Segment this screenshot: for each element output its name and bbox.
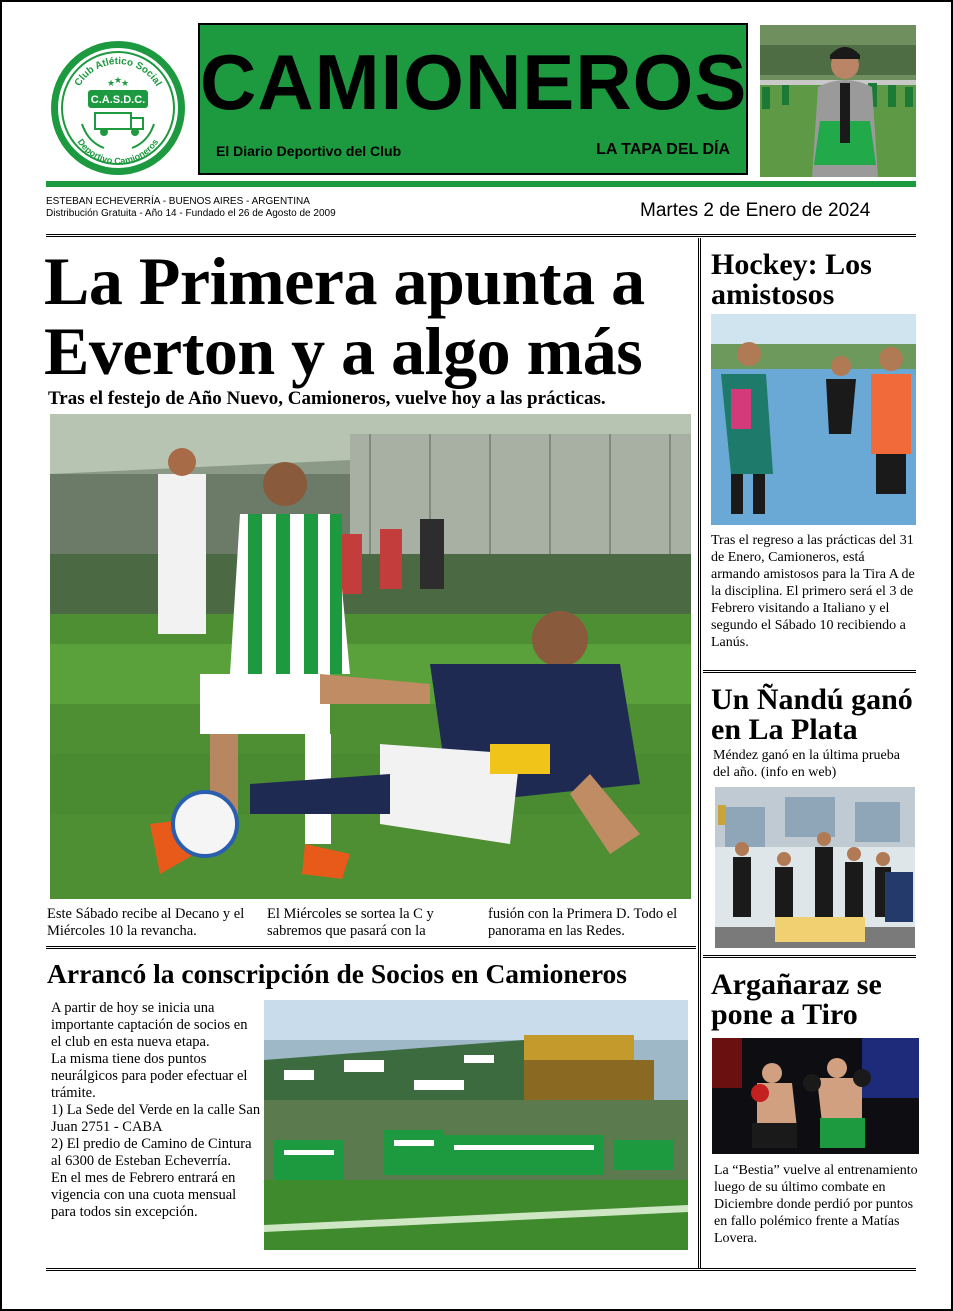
hockey-body: Tras el regreso a las prácticas del 31 de Enero, Camioneros, está armando amistosos para la Tira A de la disciplina. El primero será el 3 de Febrero visitando a Italiano y el segundo el Sábado 10 recibiendo a Lanús. xyxy=(711,533,915,650)
publication-details: Distribución Gratuita - Año 14 - Fundado el 26 de Agosto de 2009 xyxy=(46,208,336,219)
masthead-divider xyxy=(46,181,916,187)
masthead-subtitle: El Diario Deportivo del Club xyxy=(216,143,402,159)
hockey-headline xyxy=(711,250,916,310)
side-rule-2 xyxy=(703,955,916,958)
crest-ring-top: Club Atlético Social xyxy=(72,55,164,89)
boxing-headline-line2: pone a Tiro xyxy=(711,998,858,1031)
nandu-headline xyxy=(711,685,926,745)
issue-date: Martes 2 de Enero de 2024 xyxy=(640,200,871,221)
hockey-photo xyxy=(711,314,916,525)
stadium-photo xyxy=(264,1000,688,1250)
main-headline-line1: La Primera apunta a xyxy=(44,243,645,319)
svg-text:★: ★ xyxy=(114,75,123,85)
masthead xyxy=(198,23,748,175)
main-bottom-rule xyxy=(46,946,696,949)
boxing-headline-line1: Argañaraz se xyxy=(711,968,882,1001)
caption-col-1: Este Sábado recibe al Decano y el Miércoles 10 la revancha. xyxy=(47,906,245,939)
top-rule xyxy=(46,234,916,237)
boxing-headline xyxy=(711,970,916,1030)
socios-paragraph: La misma tiene dos puntos neurálgicos para poder efectuar el trámite. xyxy=(51,1051,248,1101)
socios-paragraph: A partir de hoy se inicia una importante captación de socios en el club en esta nueva etapa. xyxy=(51,1000,248,1050)
bottom-rule xyxy=(46,1268,916,1271)
club-crest-icon xyxy=(48,38,188,178)
main-deck: Tras el festejo de Año Nuevo, Camioneros, vuelve hoy a las prácticas. xyxy=(48,388,606,409)
main-headline-line2: Everton y a algo más xyxy=(44,313,643,389)
socios-paragraph: 2) El predio de Camino de Cintura al 6300 de Esteban Echeverría. xyxy=(51,1136,252,1169)
side-rule-1 xyxy=(703,670,916,673)
svg-text:★: ★ xyxy=(107,78,116,88)
socios-paragraph: 1) La Sede del Verde en la calle San Juan 2751 - CABA xyxy=(51,1102,261,1135)
boxing-body: La “Bestia” vuelve al entrenamiento luego de su último combate en Diciembre donde perdió por puntos en fallo polémico frente a Matías Lovera. xyxy=(714,1163,918,1246)
crest-initials: C.A.S.D.C. xyxy=(90,94,146,106)
column-divider xyxy=(698,238,701,1268)
nandu-headline-line1: Un Ñandú ganó xyxy=(711,683,913,716)
masthead-tagline: LA TAPA DEL DÍA xyxy=(596,141,730,158)
socios-body xyxy=(51,1000,261,1221)
crest-ring-bottom: Deportivo Camioneros xyxy=(75,136,161,167)
podium-photo xyxy=(715,787,915,948)
boxing-photo xyxy=(712,1038,919,1154)
hockey-headline-line2: amistosos xyxy=(711,278,835,311)
nandu-body: Méndez ganó en la última prueba del año. (info en web) xyxy=(713,748,900,780)
main-headline xyxy=(44,243,694,389)
hockey-headline-line1: Hockey: Los xyxy=(711,248,872,281)
location-line: ESTEBAN ECHEVERRÍA - BUENOS AIRES - ARGENTINA xyxy=(46,196,310,207)
socios-paragraph: En el mes de Febrero entrará en vigencia con una cuota mensual para todos sin excepción. xyxy=(51,1170,237,1220)
caption-col-3: fusión con la Primera D. Todo el panorama en las Redes. xyxy=(488,906,678,939)
match-photo xyxy=(50,414,691,899)
socios-headline: Arrancó la conscripción de Socios en Camioneros xyxy=(47,958,628,989)
coach-photo xyxy=(760,25,916,177)
svg-text:★: ★ xyxy=(121,78,130,88)
masthead-title: CAMIONEROS xyxy=(200,38,748,126)
nandu-headline-line2: en La Plata xyxy=(711,713,858,746)
caption-col-2: El Miércoles se sortea la C y sabremos que pasará con la xyxy=(267,906,434,939)
